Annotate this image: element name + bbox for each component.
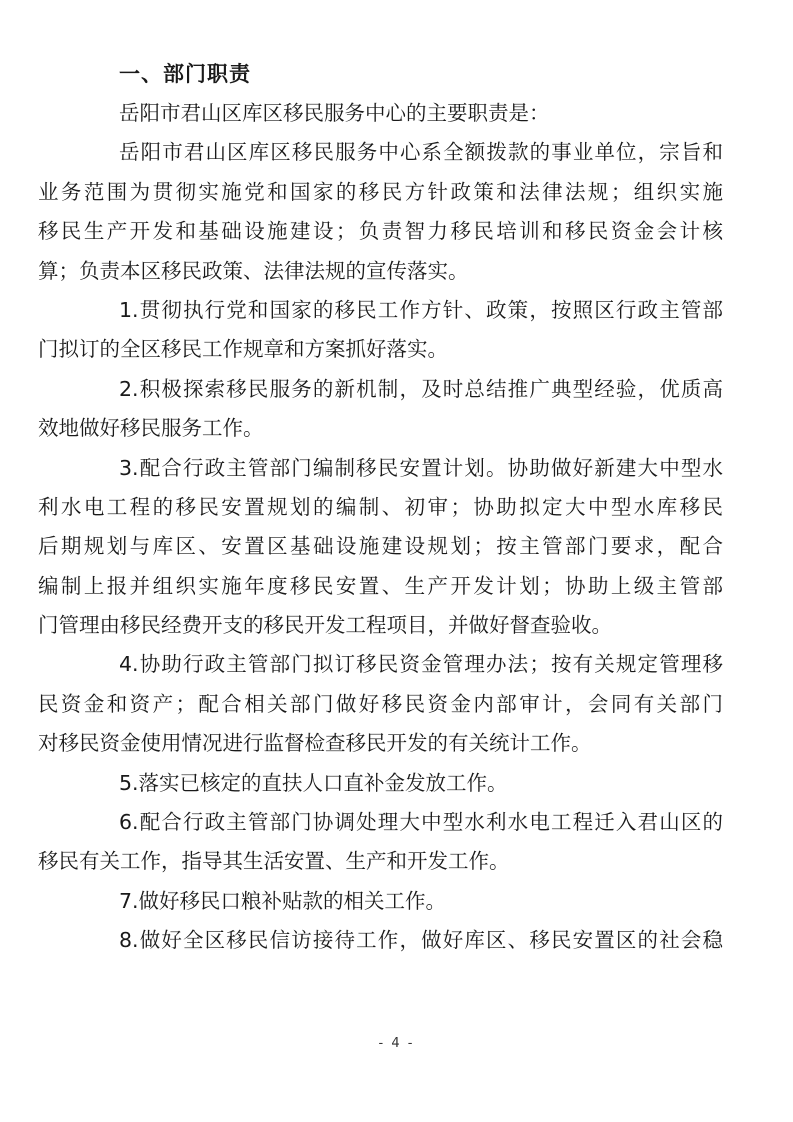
paragraph-line: 利水电工程的移民安置规划的编制、初审；协助拟定大中型水库移民 <box>38 494 723 519</box>
paragraph-line: 移民生产开发和基础设施建设；负责智力移民培训和移民资金会计核 <box>38 219 723 244</box>
paragraph-line: 1.贯彻执行党和国家的移民工作方针、政策，按照区行政主管部 <box>119 297 723 322</box>
paragraph <box>119 94 723 133</box>
paragraph <box>119 764 723 803</box>
page-number: - 4 - <box>378 1036 415 1051</box>
paragraph <box>38 803 723 882</box>
paragraph-line: 3.配合行政主管部门编制移民安置计划。协助做好新建大中型水 <box>119 455 723 480</box>
paragraph-line: 编制上报并组织实施年度移民安置、生产开发计划；协助上级主管部 <box>38 573 723 598</box>
paragraph-line: 6.配合行政主管部门协调处理大中型水利水电工程迁入君山区的 <box>119 810 723 835</box>
paragraph-line: 门拟订的全区移民工作规章和方案抓好落实。 <box>38 337 448 362</box>
paragraph-line: 岳阳市君山区库区移民服务中心系全额拨款的事业单位，宗旨和 <box>119 140 723 165</box>
paragraph-line: 后期规划与库区、安置区基础设施建设规划；按主管部门要求，配合 <box>38 534 723 559</box>
paragraph-line: 效地做好移民服务工作。 <box>38 416 264 441</box>
document-body <box>38 94 723 961</box>
paragraph-line: 算；负责本区移民政策、法律法规的宣传落实。 <box>38 258 469 283</box>
paragraph-line: 4.协助行政主管部门拟订移民资金管理办法；按有关规定管理移 <box>119 652 723 677</box>
paragraph <box>38 449 723 646</box>
paragraph-line: 移民有关工作，指导其生活安置、生产和开发工作。 <box>38 849 510 874</box>
paragraph <box>119 882 723 921</box>
paragraph <box>38 370 723 449</box>
paragraph-line: 民资金和资产；配合相关部门做好移民资金内部审计，会同有关部门 <box>38 691 723 716</box>
paragraph-line: 对移民资金使用情况进行监督检查移民开发的有关统计工作。 <box>38 731 592 756</box>
paragraph-line: 业务范围为贯彻实施党和国家的移民方针政策和法律法规；组织实施 <box>38 179 723 204</box>
paragraph-line: 岳阳市君山区库区移民服务中心的主要职责是： <box>119 101 550 125</box>
paragraph <box>38 645 723 763</box>
paragraph <box>38 133 723 291</box>
paragraph-line: 8.做好全区移民信访接待工作，做好库区、移民安置区的社会稳 <box>119 928 723 953</box>
paragraph-line: 5.落实已核定的直扶人口直补金发放工作。 <box>119 770 508 795</box>
section-heading: 一、部门职责 <box>119 62 251 86</box>
paragraph-line: 2.积极探索移民服务的新机制，及时总结推广典型经验，优质高 <box>119 376 723 401</box>
paragraph <box>38 291 723 370</box>
paragraph-line: 7.做好移民口粮补贴款的相关工作。 <box>119 888 447 913</box>
paragraph-line: 门管理由移民经费开支的移民开发工程项目，并做好督查验收。 <box>38 613 612 638</box>
paragraph <box>119 921 723 960</box>
